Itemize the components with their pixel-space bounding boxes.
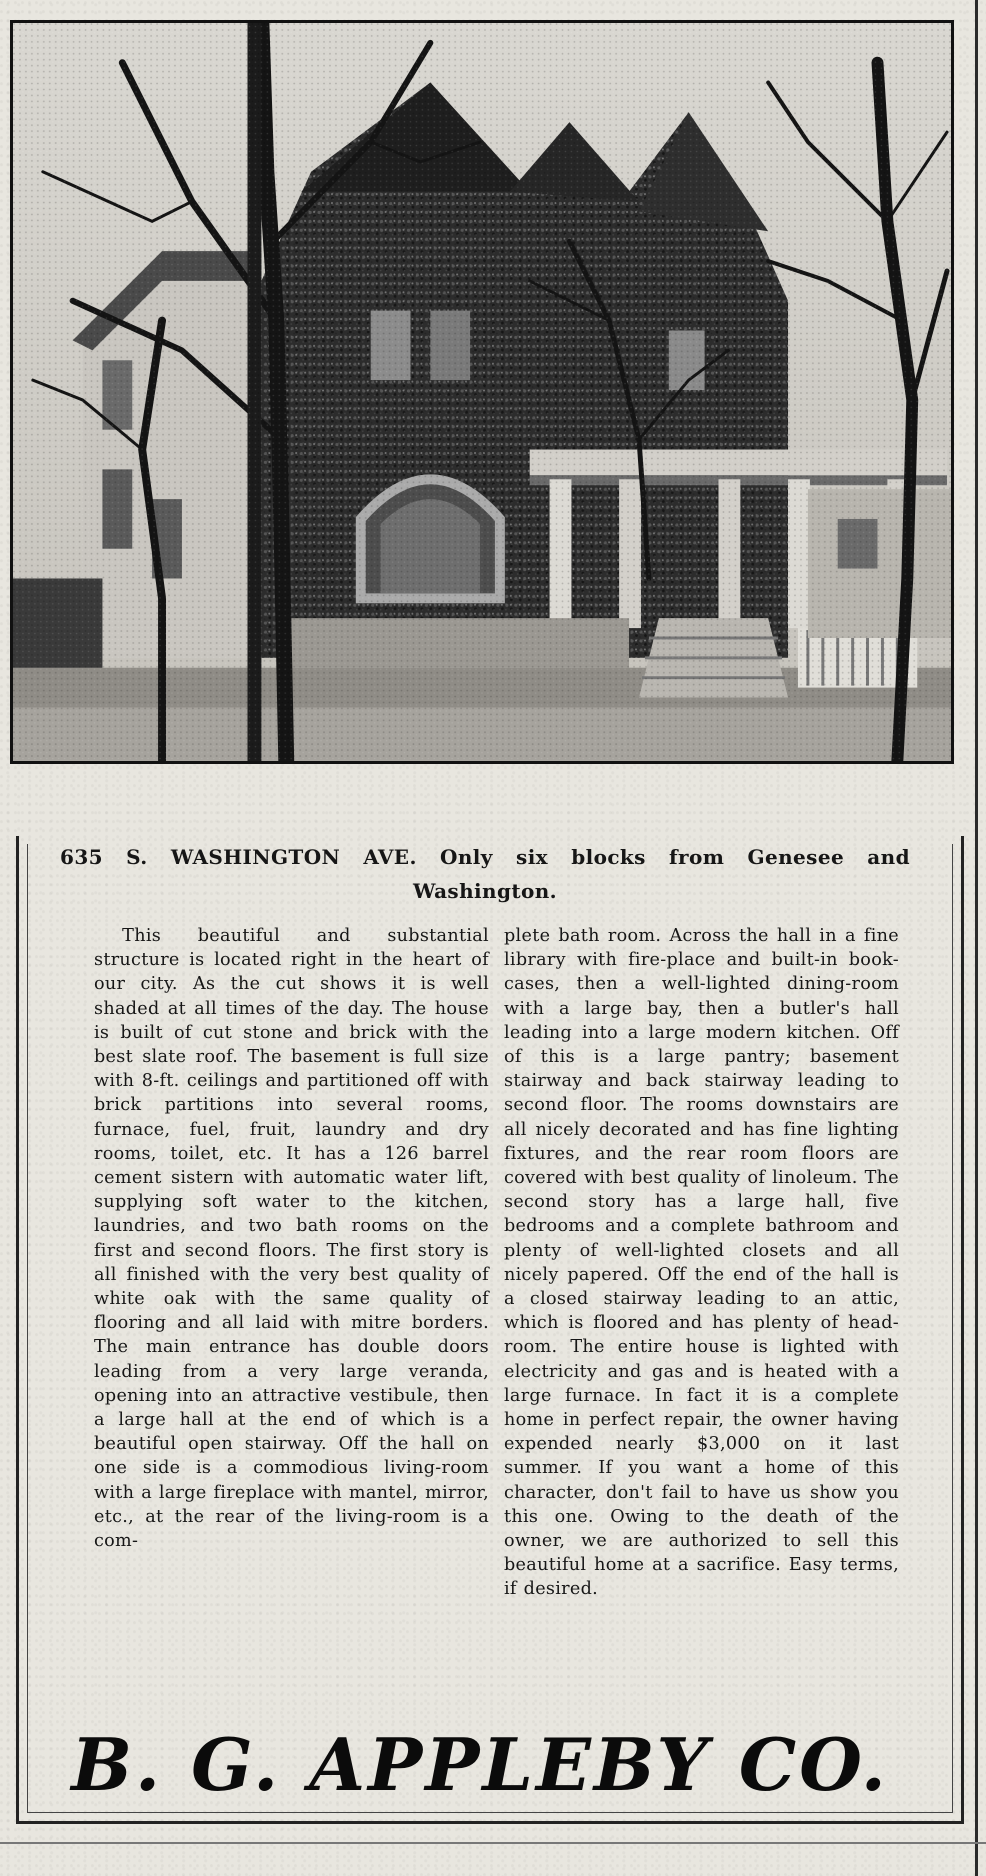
bottom-rule bbox=[0, 1842, 986, 1844]
ad-body-right-column: plete bath room. Across the hall in a fine library with fire-place and built-in book-cases, then a well-lighted dining-room with a large bay, then a butler's hall leading into a large modern kitchen. Off of this is a large pantry; basement stairway and back stairway leading to second floor. The rooms downstairs are all nicely decorated and has fine lighting fixtures, and the rear room floors are covered with best quality of linoleum. The second story has a large hall, five bedrooms and a complete bathroom and plenty of well-lighted closets and all nicely papered. Off the end of the hall is a closed stairway leading to an attic, which is floored and has plenty of head-room. The entire house is lighted with electricity and gas and is heated with a large furnace. In fact it is a complete home in perfect repair, the owner having expended nearly $3,000 on it last summer. If you want a home of this character, don't fail to have us show you this one. Owing to the death of the owner, we are authorized to sell this beautiful home at a sacrifice. Easy terms, if desired. bbox=[504, 926, 899, 1600]
house-photo-illustration bbox=[13, 23, 951, 761]
column-rule bbox=[975, 0, 978, 1876]
ad-body-left-column: This beautiful and substantial structure is located right in the heart of our city. As the cut shows it is well shaded at all times of the day. The house is built of cut stone and brick with the best slate roof. The basement is full size with 8-ft. ceilings and partitioned off with brick partitions into several rooms, furnace, fuel, fruit, laundry and dry rooms, toilet, etc. It has a 126 barrel cement sistern with automatic water lift, supplying soft water to the kitchen, laundries, and two bath rooms on the first and second floors. The first story is all finished with the very best quality of white oak with the same quality of flooring and all laid with mitre borders. The main entrance has double doors leading from a very large veranda, opening into an attractive vestibule, then a large hall at the end of which is a beautiful open stairway. Off the hall on one side is a commodious living-room with a large fireplace with mantel, mirror, etc., at the rear of the living-room is a com- bbox=[94, 926, 489, 1552]
company-signature: B. G. APPLEBY CO. bbox=[71, 1722, 889, 1807]
ad-headline: 635 S. WASHINGTON AVE. Only six blocks from Genesee and Washington. bbox=[60, 845, 910, 903]
house-photo bbox=[10, 20, 954, 764]
